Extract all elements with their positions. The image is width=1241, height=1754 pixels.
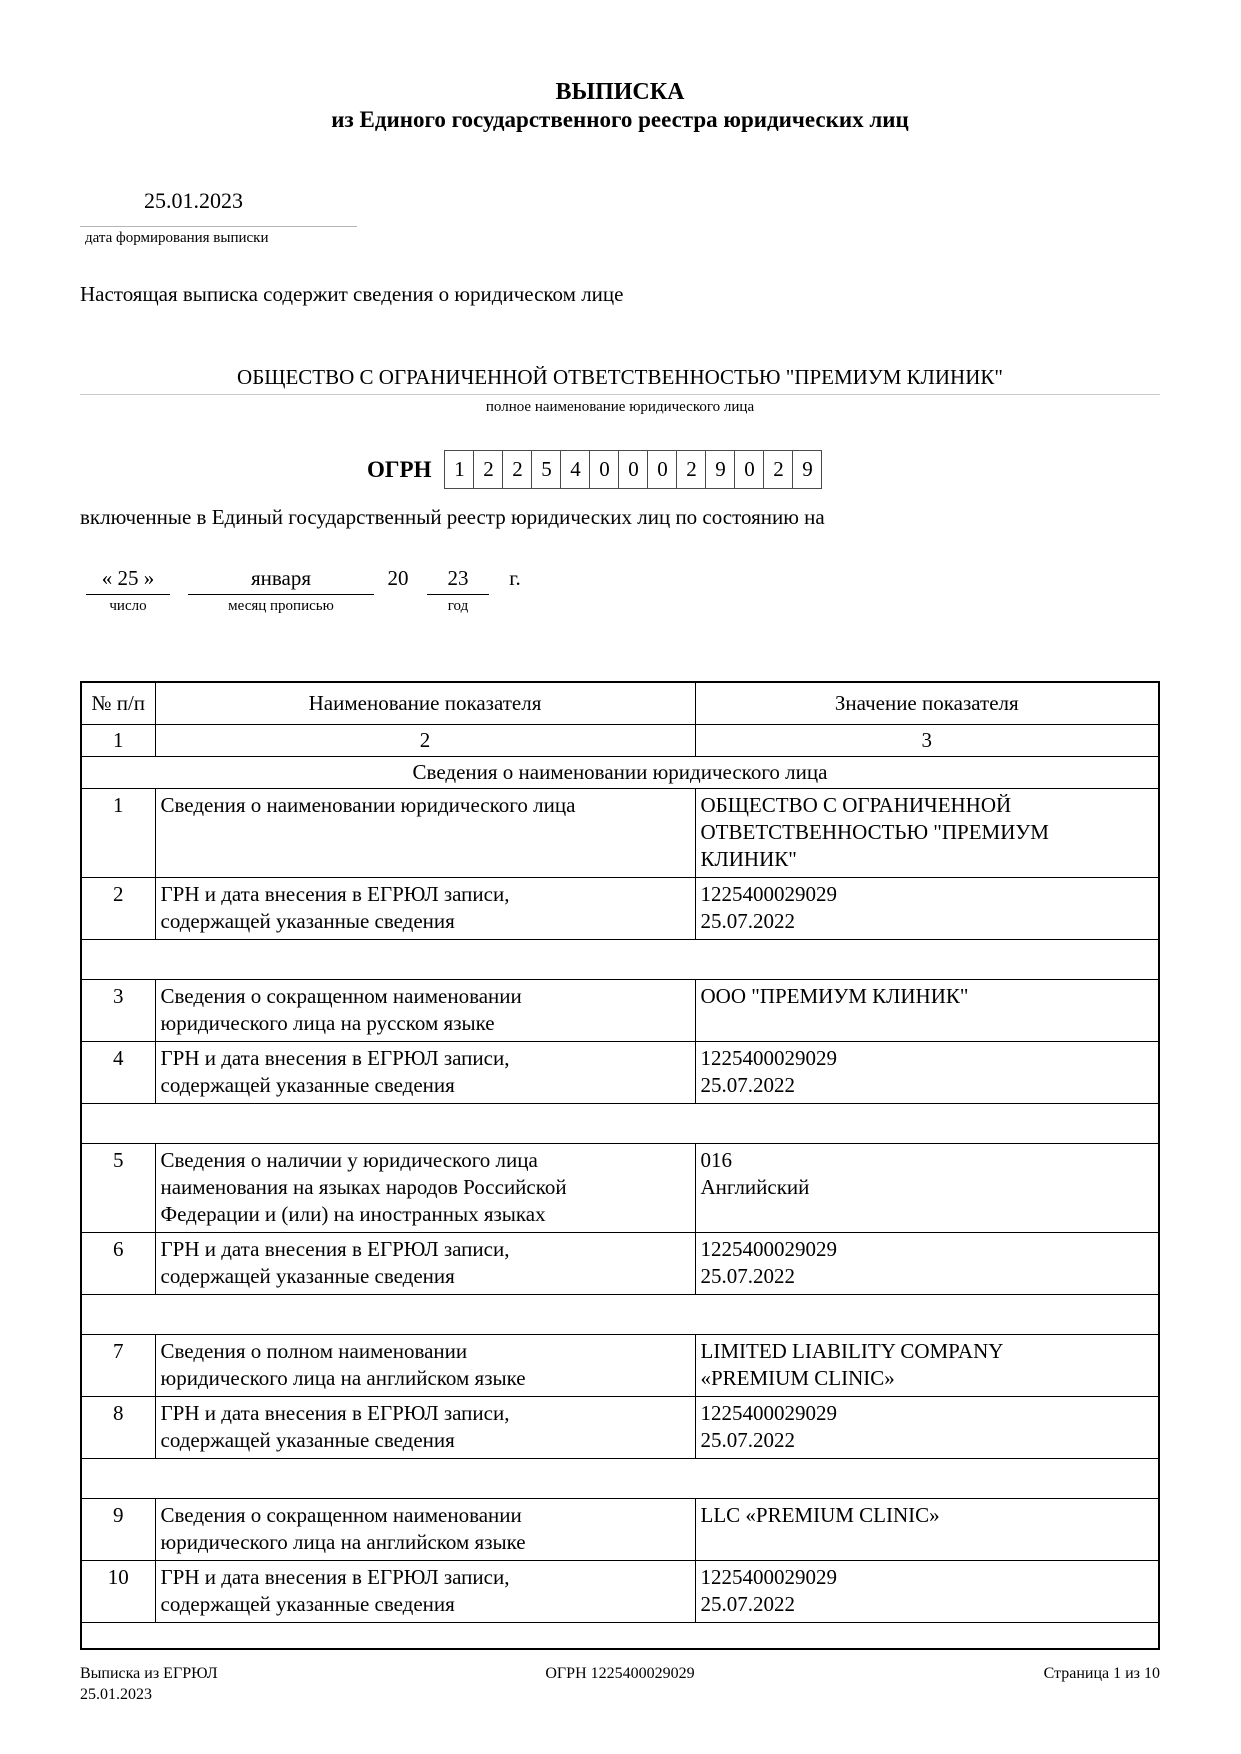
spacer-row [81,1623,1159,1649]
section-title: Сведения о наименовании юридического лица [81,757,1159,789]
table-row [81,1144,1159,1233]
state-date-day [86,565,170,615]
indicator-name: Сведения о сокращенном наименовании юридического лица на русском языке [155,980,695,1042]
ogrn-digit-box: 0 [589,450,619,489]
state-date-line [80,565,1160,615]
column-number-1: 1 [81,725,155,757]
table-row [81,1499,1159,1561]
indicator-name: Сведения о наименовании юридического лица [155,789,695,878]
row-number: 4 [81,1042,155,1104]
indicator-value: LLC «PREMIUM CLINIC» [695,1499,1159,1561]
indicator-value: ООО "ПРЕМИУМ КЛИНИК" [695,980,1159,1042]
footer-doc-date: 25.01.2023 [80,1685,152,1703]
ogrn-digit-box: 2 [502,450,532,489]
ogrn-digit-box: 0 [734,450,764,489]
table-row [81,789,1159,878]
indicator-name: Сведения о сокращенном наименовании юридического лица на английском языке [155,1499,695,1561]
table-header-row [81,682,1159,725]
spacer-row [81,1459,1159,1499]
row-number: 5 [81,1144,155,1233]
indicator-name: ГРН и дата внесения в ЕГРЮЛ записи, содержащей указанные сведения [155,1561,695,1623]
header-cell-num: № п/п [81,682,155,725]
register-table-body [81,789,1159,1649]
ogrn-digit-box: 4 [560,450,590,489]
row-number: 1 [81,789,155,878]
spacer-row [81,940,1159,980]
row-number: 8 [81,1397,155,1459]
register-table [80,681,1160,1650]
ogrn-digit-box: 2 [676,450,706,489]
row-number: 9 [81,1499,155,1561]
formation-date-block [80,188,1160,247]
ogrn-digit-box: 9 [705,450,735,489]
indicator-value: ОБЩЕСТВО С ОГРАНИЧЕННОЙ ОТВЕТСТВЕННОСТЬЮ "ПРЕМИУМ КЛИНИК" [695,789,1159,878]
page-footer [80,1663,1160,1705]
state-date-month-label: месяц прописью [228,598,334,614]
indicator-name: Сведения о наличии у юридического лица наименования на языках народов Российской Федерации и (или) на иностранных языках [155,1144,695,1233]
indicator-value: LIMITED LIABILITY COMPANY «PREMIUM CLINIC» [695,1335,1159,1397]
table-row [81,1397,1159,1459]
header-cell-name: Наименование показателя [155,682,695,725]
included-text: включенные в Единый государственный реестр юридических лиц по состоянию на [80,505,825,529]
state-date-year-label: год [447,598,469,614]
state-date-century [380,565,416,595]
table-row [81,1561,1159,1623]
state-date-day-value: « 25 » [86,565,170,595]
state-date-year-value: 23 [427,565,489,595]
indicator-value: 1225400029029 25.07.2022 [695,878,1159,940]
formation-date-underline [80,214,357,227]
indicator-name: ГРН и дата внесения в ЕГРЮЛ записи, содержащей указанные сведения [155,1042,695,1104]
state-date-month [188,565,374,615]
column-number-3: 3 [695,725,1159,757]
indicator-name: ГРН и дата внесения в ЕГРЮЛ записи, содержащей указанные сведения [155,1233,695,1295]
ogrn-digit-box: 5 [531,450,561,489]
section-header-row [81,757,1159,789]
indicator-value: 016 Английский [695,1144,1159,1233]
ogrn-label: ОГРН [367,456,432,482]
ogrn-digit-box: 2 [473,450,503,489]
footer-page-number: Страница 1 из 10 [1043,1664,1160,1682]
row-number: 3 [81,980,155,1042]
row-number: 2 [81,878,155,940]
table-row [81,980,1159,1042]
document-subtitle: из Единого государственного реестра юридических лиц [331,107,909,132]
table-row [81,1042,1159,1104]
column-number-row [81,725,1159,757]
formation-date-caption: дата формирования выписки [85,230,269,246]
ogrn-digit-box: 2 [763,450,793,489]
company-full-name: ОБЩЕСТВО С ОГРАНИЧЕННОЙ ОТВЕТСТВЕННОСТЬЮ "ПРЕМИУМ КЛИНИК" [80,364,1160,395]
table-row [81,1335,1159,1397]
spacer-cell [81,940,1159,980]
spacer-row [81,1295,1159,1335]
table-row [81,878,1159,940]
indicator-name: ГРН и дата внесения в ЕГРЮЛ записи, содержащей указанные сведения [155,1397,695,1459]
document-title: ВЫПИСКА [555,79,685,105]
state-date-century-value: 20 [387,566,409,590]
indicator-value: 1225400029029 25.07.2022 [695,1042,1159,1104]
indicator-value: 1225400029029 25.07.2022 [695,1233,1159,1295]
indicator-value: 1225400029029 25.07.2022 [695,1561,1159,1623]
state-date-month-value: января [188,565,374,595]
indicator-value: 1225400029029 25.07.2022 [695,1397,1159,1459]
footer-left [80,1663,545,1705]
spacer-cell [81,1104,1159,1144]
spacer-row [81,1104,1159,1144]
row-number: 7 [81,1335,155,1397]
footer-ogrn: ОГРН 1225400029029 [545,1664,695,1682]
intro-text: Настоящая выписка содержит сведения о юридическом лице [80,282,624,306]
indicator-name: ГРН и дата внесения в ЕГРЮЛ записи, содержащей указанные сведения [155,878,695,940]
ogrn-digit-box: 1 [444,450,474,489]
table-row [81,1233,1159,1295]
ogrn-digit-box: 9 [792,450,822,489]
state-date-suffix [500,565,530,595]
column-number-2: 2 [155,725,695,757]
state-date-day-label: число [109,598,147,614]
formation-date: 25.01.2023 [144,188,243,213]
spacer-cell [81,1295,1159,1335]
row-number: 10 [81,1561,155,1623]
header-cell-value: Значение показателя [695,682,1159,725]
spacer-cell [81,1459,1159,1499]
indicator-name: Сведения о полном наименовании юридического лица на английском языке [155,1335,695,1397]
row-number: 6 [81,1233,155,1295]
state-date-suffix-value: г. [509,566,521,590]
ogrn-digit-box: 0 [647,450,677,489]
company-name-caption: полное наименование юридического лица [485,399,755,415]
footer-doc-type: Выписка из ЕГРЮЛ [80,1664,218,1682]
ogrn-digit-boxes [444,450,822,489]
spacer-cell [81,1623,1159,1649]
state-date-year [427,565,489,615]
ogrn-digit-box: 0 [618,450,648,489]
ogrn-row [367,450,1160,489]
